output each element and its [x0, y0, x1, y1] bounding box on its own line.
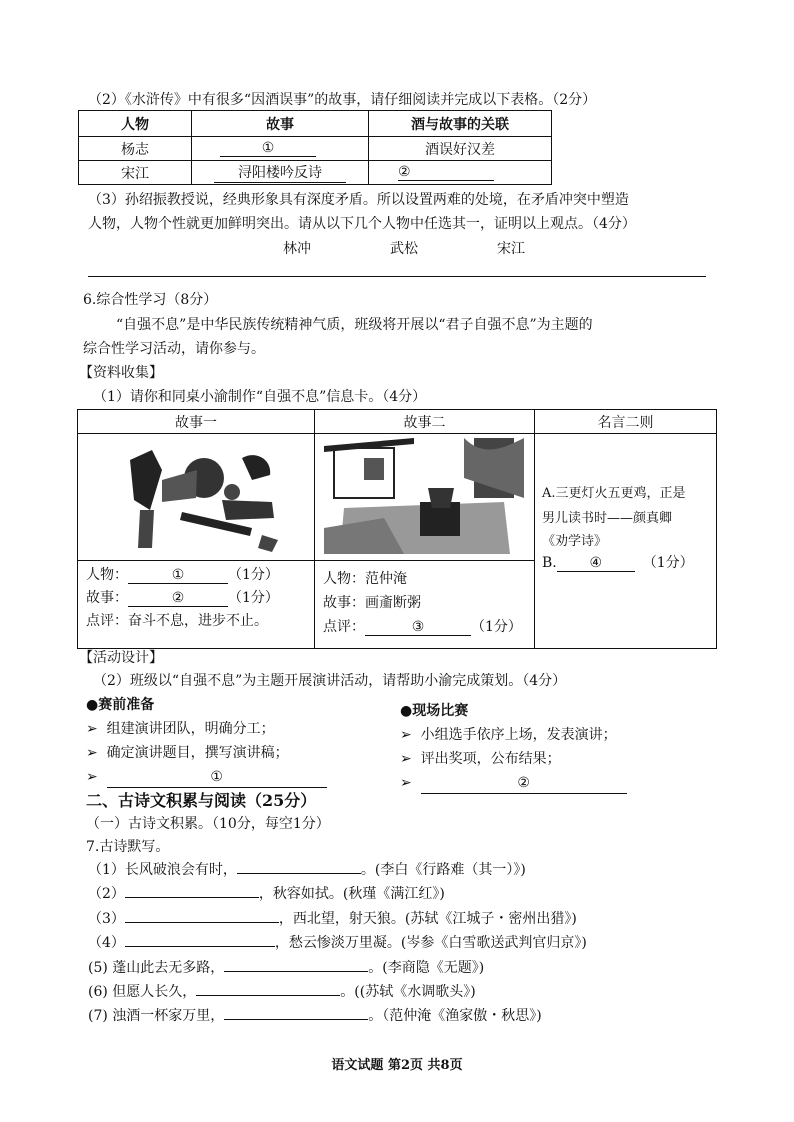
score-note: （1分）: [228, 567, 279, 583]
score-note: （1分）: [228, 590, 279, 606]
info-card: [77, 409, 717, 649]
name-songjiang: 宋江: [497, 241, 525, 257]
prep-item-1: ➢ 组建演讲团队，明确分工；: [86, 721, 275, 737]
card-divider-2: [534, 410, 535, 648]
answer-blank[interactable]: [125, 922, 279, 923]
arrow-icon: ➢: [86, 745, 98, 761]
live-title: ●现场比赛: [400, 703, 469, 719]
score-note: （1分）: [471, 619, 522, 635]
q6-intro2: 综合性学习活动，请你参与。: [83, 341, 265, 357]
q2-table: [78, 110, 552, 185]
story2-person: 人物：范仲淹: [323, 571, 407, 587]
answer-blank: ②: [398, 164, 494, 181]
answer-blank[interactable]: ①: [128, 567, 228, 584]
answer-blank[interactable]: [125, 946, 275, 947]
score-note: （1分）: [642, 555, 694, 571]
story1-person-label: 人物：: [86, 567, 128, 583]
arrow-icon: ➢: [400, 727, 412, 743]
section-collect: 【资料收集】: [79, 365, 163, 381]
card-header-story1: 故事一: [175, 415, 217, 431]
name-linchong: 林冲: [283, 241, 311, 257]
poem-line-5: (5) 蓬山此去无多路， 。(李商隐《无题》): [88, 960, 485, 976]
q3-line1: （3）孙绍振教授说，经典形象具有深度矛盾。所以设置两难的处境，在矛盾冲突中塑造: [88, 192, 629, 208]
q2-header-link: 酒与故事的关联: [369, 111, 552, 137]
q2-row1-story[interactable]: [192, 137, 369, 161]
answer-blank[interactable]: [196, 995, 340, 996]
quote-b-row: [542, 552, 694, 572]
q2-row1-link: 酒误好汉差: [369, 137, 552, 161]
q3-answer-line[interactable]: [88, 276, 706, 277]
card-header-quotes: 名言二则: [597, 415, 654, 431]
quote-a-line3: 《劝学诗》: [542, 534, 608, 549]
story1-illustration: [122, 440, 282, 558]
story-text: 浔阳楼吟反诗: [214, 162, 346, 183]
poem-line-1: （1）长风破浪会有时， 。(李白《行路难（其一）》): [88, 862, 526, 878]
poem-line-7: (7) 浊酒一杯家万里， 。（范仲淹《渔家傲・秋思》): [88, 1008, 542, 1024]
answer-blank[interactable]: [237, 873, 361, 874]
live-item-3: [400, 773, 627, 794]
q3-line2: 人物，人物个性就更加鲜明突出。请从以下几个人物中任选其一，证明以上观点。（4分）: [88, 216, 636, 232]
q2-row2-person: 宋江: [79, 161, 192, 185]
story1-story-label: 故事：: [86, 590, 128, 606]
answer-blank: ①: [220, 140, 316, 157]
poem-line-3: （3） ，西北望，射天狼。(苏轼《江城子・密州出猎》): [88, 911, 577, 927]
answer-blank[interactable]: [224, 971, 368, 972]
poem-line-4: （4） ，愁云惨淡万里凝。(岑参《白雪歌送武判官归京》): [88, 935, 587, 951]
card-header-line: [78, 433, 716, 434]
part2-sub: （一）古诗文积累。（10分，每空1分）: [86, 816, 330, 832]
q6-task2: （2）班级以“自强不息”为主题开展演讲活动，请帮助小渝完成策划。（4分）: [93, 673, 567, 689]
answer-blank[interactable]: [224, 1019, 368, 1020]
q2-row1-person: 杨志: [79, 137, 192, 161]
part2-title: 二、古诗文积累与阅读（25分）: [86, 791, 317, 810]
story2-comment-label: 点评：: [323, 619, 365, 635]
q6-title: 6.综合性学习（8分）: [83, 292, 218, 308]
arrow-icon: ➢: [86, 769, 98, 785]
q6-task1: （1）请你和同桌小渝制作“自强不息”信息卡。（4分）: [93, 389, 427, 405]
story2-comment-row: [323, 616, 522, 636]
card-mid-line-left: [78, 560, 534, 561]
q2-row2-story: [192, 161, 369, 185]
answer-blank[interactable]: ③: [365, 619, 471, 636]
story1-person-row: [86, 564, 279, 584]
live-item-1: ➢ 小组选手依序上场，发表演讲；: [400, 727, 617, 743]
answer-blank[interactable]: [125, 897, 259, 898]
poem-line-6: (6) 但愿人长久， 。((苏轼《水调歌头》): [88, 984, 476, 1000]
poem-line-2: （2） ，秋容如拭。(秋瑾《满江红》): [88, 886, 445, 902]
arrow-icon: ➢: [86, 721, 98, 737]
quote-b-label: B.: [542, 555, 557, 571]
q7-title: 7.古诗默写。: [86, 839, 170, 855]
answer-blank[interactable]: ②: [128, 590, 228, 607]
section-activity: 【活动设计】: [79, 650, 163, 666]
prep-item-2: ➢ 确定演讲题目，撰写演讲稿；: [86, 745, 289, 761]
prep-title: ●赛前准备: [86, 697, 155, 713]
answer-blank[interactable]: ②: [421, 773, 627, 794]
card-header-story2: 故事二: [403, 415, 446, 431]
story1-comment: 点评：奋斗不息，进步不止。: [86, 613, 268, 629]
answer-blank[interactable]: ①: [107, 767, 327, 788]
story2-story: 故事：画齑断粥: [323, 595, 421, 611]
page-footer: 语文试题 第2页 共8页: [331, 1058, 463, 1073]
q2-intro: （2）《水浒传》中有很多“因酒误事”的故事，请仔细阅读并完成以下表格。（2分）: [88, 92, 597, 108]
q2-header-story: 故事: [192, 111, 369, 137]
story1-story-row: [86, 587, 279, 607]
quote-a-line2: 男儿读书时——颜真卿: [542, 511, 673, 526]
card-divider-1: [314, 410, 315, 648]
live-item-2: ➢ 评出奖项，公布结果；: [400, 751, 561, 767]
name-wusong: 武松: [390, 241, 418, 257]
q2-row2-link[interactable]: [369, 161, 552, 185]
arrow-icon: ➢: [400, 751, 412, 767]
q2-header-person: 人物: [79, 111, 192, 137]
answer-blank[interactable]: ④: [557, 555, 635, 572]
arrow-icon: ➢: [400, 775, 412, 791]
quote-a-line1: A.三更灯火五更鸡，正是: [542, 486, 686, 501]
prep-item-3: [86, 767, 327, 788]
story2-illustration: [324, 438, 524, 558]
q6-intro1: “自强不息”是中华民族传统精神气质，班级将开展以“君子自强不息”为主题的: [116, 317, 593, 333]
